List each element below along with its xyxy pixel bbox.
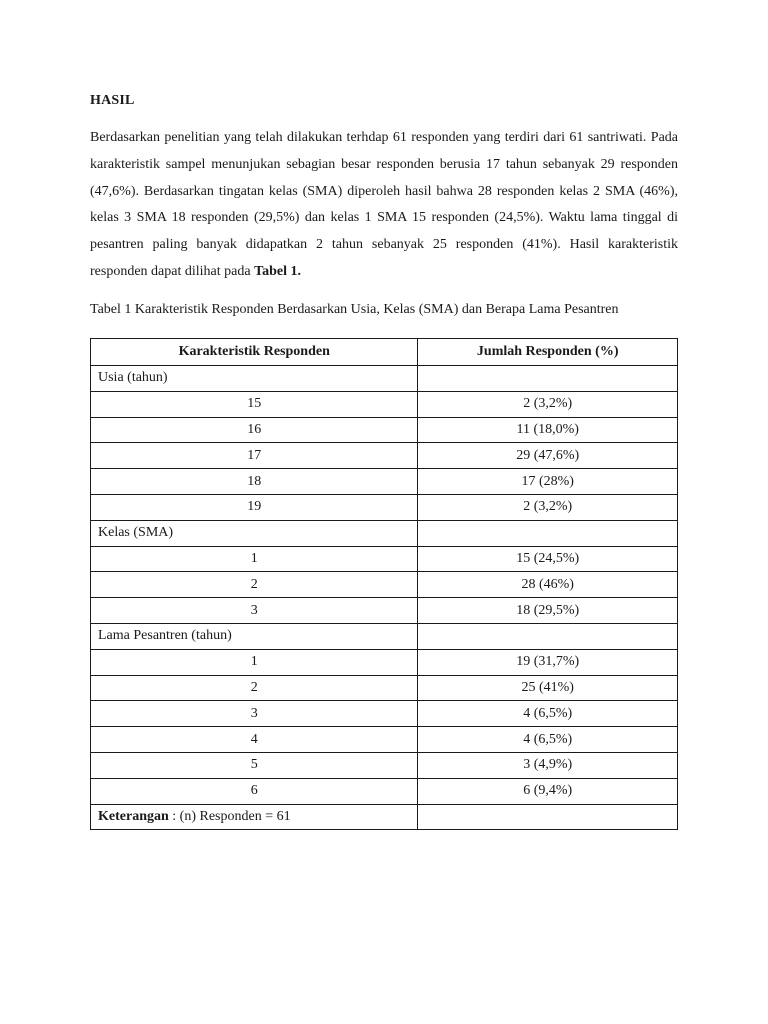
footer-note-label: Keterangan xyxy=(98,808,169,824)
paragraph-text: Berdasarkan penelitian yang telah dilakukan terhdap 61 responden yang terdiri dari 61 santriwati. Pada karakteristik sampel menunjukan sebagian besar responden berusia 17 tahun sebanyak 29 responden (47,6%). Berdasarkan tingatan kelas (SMA) diperoleh hasil bahwa 28 responden kelas 2 SMA (46%), kelas 3 SMA 18 responden (29,5%) dan kelas 1 SMA 15 responden (24,5%). Waktu lama tinggal di pesantren paling banyak didapatkan 2 tahun sebanyak 25 responden (41%). Hasil karakteristik responden dapat dilihat pada xyxy=(90,130,678,279)
row-count: 18 (29,5%) xyxy=(418,598,678,624)
row-category: 18 xyxy=(91,469,418,495)
row-category: 2 xyxy=(91,675,418,701)
table-row xyxy=(91,649,678,675)
row-category: 3 xyxy=(91,598,418,624)
table-row xyxy=(91,778,678,804)
row-count: 19 (31,7%) xyxy=(418,649,678,675)
section-empty-cell xyxy=(418,623,678,649)
row-count: 4 (6,5%) xyxy=(418,727,678,753)
footer-empty-cell xyxy=(418,804,678,830)
table-row xyxy=(91,417,678,443)
table-body xyxy=(91,366,678,830)
table-caption: Tabel 1 Karakteristik Responden Berdasarkan Usia, Kelas (SMA) dan Berapa Lama Pesantren xyxy=(90,302,619,317)
results-paragraph xyxy=(90,125,678,286)
row-count: 15 (24,5%) xyxy=(418,546,678,572)
section-row xyxy=(91,366,678,392)
table-row xyxy=(91,443,678,469)
table-row xyxy=(91,727,678,753)
section-label: Kelas (SMA) xyxy=(91,520,418,546)
section-row xyxy=(91,520,678,546)
section-row xyxy=(91,623,678,649)
row-category: 5 xyxy=(91,752,418,778)
row-category: 4 xyxy=(91,727,418,753)
table-row xyxy=(91,546,678,572)
column-header-characteristic: Karakteristik Responden xyxy=(91,339,418,366)
row-category: 2 xyxy=(91,572,418,598)
table-row xyxy=(91,391,678,417)
row-count: 2 (3,2%) xyxy=(418,494,678,520)
table-row xyxy=(91,469,678,495)
column-header-count: Jumlah Responden (%) xyxy=(418,339,678,366)
row-category: 6 xyxy=(91,778,418,804)
section-label: Usia (tahun) xyxy=(91,366,418,392)
respondent-characteristics-table xyxy=(90,338,678,830)
row-count: 2 (3,2%) xyxy=(418,391,678,417)
table-row xyxy=(91,494,678,520)
row-count: 25 (41%) xyxy=(418,675,678,701)
table-row xyxy=(91,752,678,778)
row-count: 29 (47,6%) xyxy=(418,443,678,469)
row-count: 6 (9,4%) xyxy=(418,778,678,804)
row-count: 11 (18,0%) xyxy=(418,417,678,443)
row-category: 1 xyxy=(91,649,418,675)
section-heading: HASIL xyxy=(90,93,135,108)
section-empty-cell xyxy=(418,366,678,392)
row-category: 1 xyxy=(91,546,418,572)
table-reference: Tabel 1. xyxy=(254,263,302,279)
table-row xyxy=(91,598,678,624)
table-header-row xyxy=(91,339,678,366)
footer-note-text: : (n) Responden = 61 xyxy=(168,808,291,824)
row-count: 4 (6,5%) xyxy=(418,701,678,727)
row-category: 17 xyxy=(91,443,418,469)
table-row xyxy=(91,675,678,701)
section-empty-cell xyxy=(418,520,678,546)
table-row xyxy=(91,701,678,727)
row-category: 15 xyxy=(91,391,418,417)
table-footer-row xyxy=(91,804,678,830)
row-count: 28 (46%) xyxy=(418,572,678,598)
section-label: Lama Pesantren (tahun) xyxy=(91,623,418,649)
table-row xyxy=(91,572,678,598)
footer-note xyxy=(91,804,418,830)
row-category: 19 xyxy=(91,494,418,520)
row-count: 17 (28%) xyxy=(418,469,678,495)
row-category: 3 xyxy=(91,701,418,727)
row-category: 16 xyxy=(91,417,418,443)
row-count: 3 (4,9%) xyxy=(418,752,678,778)
